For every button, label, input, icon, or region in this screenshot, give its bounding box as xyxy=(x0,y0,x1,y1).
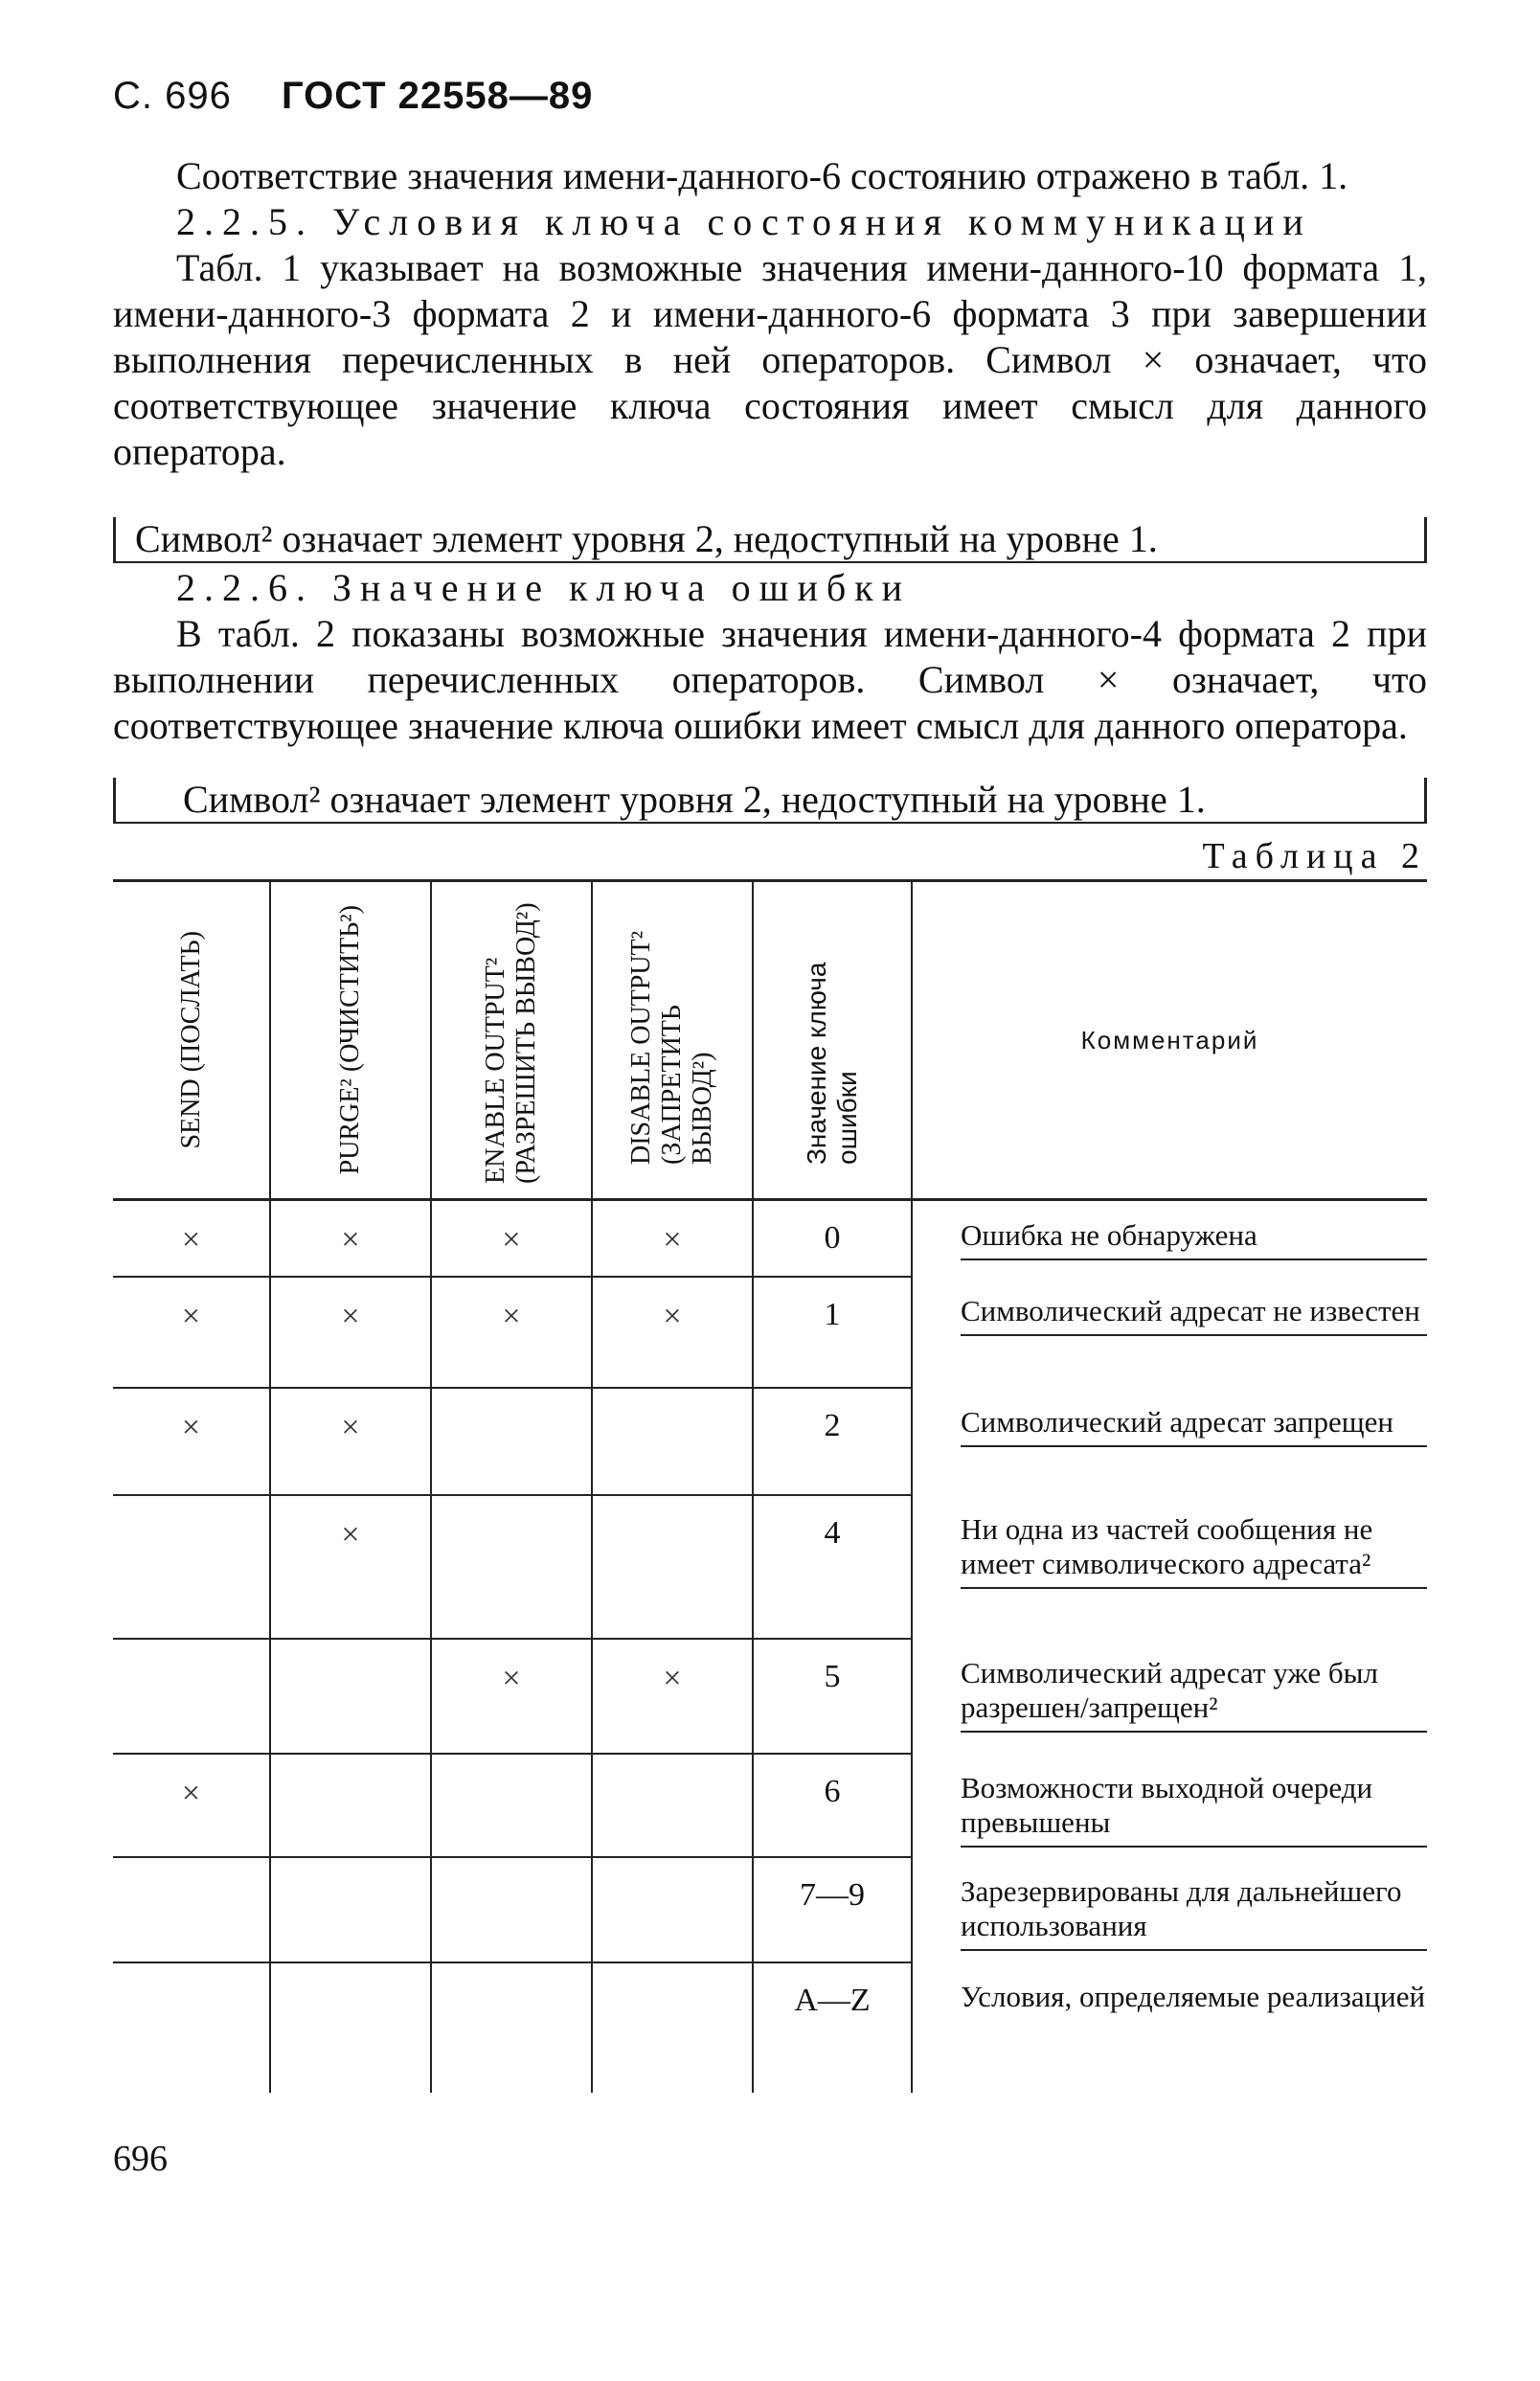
page-number: 696 xyxy=(113,2139,168,2179)
table-row xyxy=(113,1277,1427,1388)
cell-disable-mark: × xyxy=(592,1639,753,1754)
cell-disable-mark: × xyxy=(592,1200,753,1277)
section-2-2-6-title: 2.2.6. Значение ключа ошибки xyxy=(176,566,912,609)
cell-purge-mark: × xyxy=(270,1388,431,1495)
level2-note-box xyxy=(113,517,1427,563)
header-disable-output: DISABLE OUTPUT² (ЗАПРЕТИТЬ ВЫВОД²) xyxy=(592,881,753,1200)
cell-error-code: A—Z xyxy=(753,1962,912,2093)
standard-label: ГОСТ 22558—89 xyxy=(281,75,594,117)
table-row xyxy=(113,1388,1427,1495)
table-row xyxy=(113,1495,1427,1639)
section-2-2-5-title: 2.2.5. Условия ключа состояния коммуникации xyxy=(176,200,1312,243)
cell-purge-mark xyxy=(270,1857,431,1962)
cell-disable-mark xyxy=(592,1388,753,1495)
cell-purge-mark xyxy=(270,1962,431,2093)
cell-error-code: 6 xyxy=(753,1754,912,1857)
header-purge: PURGE² (ОЧИСТИТЬ²) xyxy=(270,881,431,1200)
cell-enable-mark xyxy=(431,1962,592,2093)
cell-purge-mark xyxy=(270,1754,431,1857)
cell-error-code: 5 xyxy=(753,1639,912,1754)
cell-disable-mark: × xyxy=(592,1277,753,1388)
cell-disable-mark xyxy=(592,1962,753,2093)
cell-error-code: 0 xyxy=(753,1200,912,1277)
cell-comment xyxy=(912,1639,1427,1754)
header-error-key: Значение ключа ошибки xyxy=(753,881,912,1200)
comment-text: Возможности выходной очереди превышены xyxy=(961,1771,1427,1848)
comment-text: Символический адресат запрещен xyxy=(961,1405,1427,1447)
comment-text: Ни одна из частей сообщения не имеет символического адресата² xyxy=(961,1512,1427,1589)
table-row xyxy=(113,1857,1427,1962)
table-row xyxy=(113,1200,1427,1277)
cell-send-mark xyxy=(113,1639,270,1754)
cell-send-mark: × xyxy=(113,1754,270,1857)
cell-comment xyxy=(912,1857,1427,1962)
comment-text: Ошибка не обнаружена xyxy=(961,1218,1427,1260)
header-send: SEND (ПОСЛАТЬ) xyxy=(113,881,270,1200)
level2-note-box-2 xyxy=(113,778,1427,824)
comment-text: Символический адресат не известен xyxy=(961,1294,1427,1336)
page-label: С. 696 xyxy=(113,75,232,117)
cell-send-mark xyxy=(113,1857,270,1962)
table-row xyxy=(113,1639,1427,1754)
cell-comment xyxy=(912,1388,1427,1495)
comment-text: Зарезервированы для дальнейшего использования xyxy=(961,1874,1427,1951)
comment-text: Условия, определяемые реализацией xyxy=(961,1979,1426,2013)
cell-enable-mark: × xyxy=(431,1639,592,1754)
table-title: Таблица 2 xyxy=(1202,836,1427,876)
cell-comment xyxy=(912,1277,1427,1388)
cell-enable-mark xyxy=(431,1754,592,1857)
body-text xyxy=(113,153,1427,475)
header-comment: Комментарий xyxy=(912,881,1427,1200)
cell-comment xyxy=(912,1754,1427,1857)
cell-purge-mark: × xyxy=(270,1495,431,1639)
level2-note-2: Символ² означает элемент уровня 2, недоступный на уровне 1. xyxy=(183,778,1206,821)
cell-send-mark xyxy=(113,1962,270,2093)
cell-error-code: 7—9 xyxy=(753,1857,912,1962)
table-row xyxy=(113,1754,1427,1857)
cell-error-code: 1 xyxy=(753,1277,912,1388)
cell-disable-mark xyxy=(592,1857,753,1962)
cell-purge-mark: × xyxy=(270,1277,431,1388)
cell-error-code: 4 xyxy=(753,1495,912,1639)
cell-enable-mark xyxy=(431,1495,592,1639)
cell-disable-mark xyxy=(592,1495,753,1639)
page-header xyxy=(113,75,593,118)
body-text-2 xyxy=(113,565,1427,749)
cell-send-mark: × xyxy=(113,1200,270,1277)
cell-comment xyxy=(912,1200,1427,1277)
cell-error-code: 2 xyxy=(753,1388,912,1495)
section-2-2-6-body: В табл. 2 показаны возможные значения имени-данного-4 формата 2 при выполнении перечисленных операторов. Символ × означает, что соответствующее значение ключа ошибки имеет смысл для данного оператора. xyxy=(113,612,1427,747)
cell-enable-mark: × xyxy=(431,1277,592,1388)
cell-send-mark: × xyxy=(113,1277,270,1388)
cell-send-mark xyxy=(113,1495,270,1639)
cell-send-mark: × xyxy=(113,1388,270,1495)
cell-disable-mark xyxy=(592,1754,753,1857)
cell-enable-mark xyxy=(431,1857,592,1962)
table-row xyxy=(113,1962,1427,2093)
cell-enable-mark: × xyxy=(431,1200,592,1277)
table-header-row xyxy=(113,881,1427,1200)
header-enable-output: ENABLE OUTPUT² (РАЗРЕШИТЬ ВЫВОД²) xyxy=(431,881,592,1200)
error-key-table xyxy=(113,879,1427,2093)
cell-purge-mark: × xyxy=(270,1200,431,1277)
section-2-2-5-body: Табл. 1 указывает на возможные значения имени-данного-10 формата 1, имени-данного-3 формата 2 и имени-данного-6 формата 3 при завершении выполнения перечисленных в ней операторов. Символ × означает, что соответствующее значение ключа состояния имеет смысл для данного оператора. xyxy=(113,246,1427,473)
cell-comment xyxy=(912,1495,1427,1639)
comment-text: Символический адресат уже был разрешен/запрещен² xyxy=(961,1656,1427,1733)
cell-enable-mark xyxy=(431,1388,592,1495)
cell-purge-mark xyxy=(270,1639,431,1754)
paragraph-table1-ref: Соответствие значения имени-данного-6 состоянию отражено в табл. 1. xyxy=(176,154,1348,197)
cell-comment xyxy=(912,1962,1427,2093)
level2-note: Символ² означает элемент уровня 2, недоступный на уровне 1. xyxy=(135,517,1158,560)
